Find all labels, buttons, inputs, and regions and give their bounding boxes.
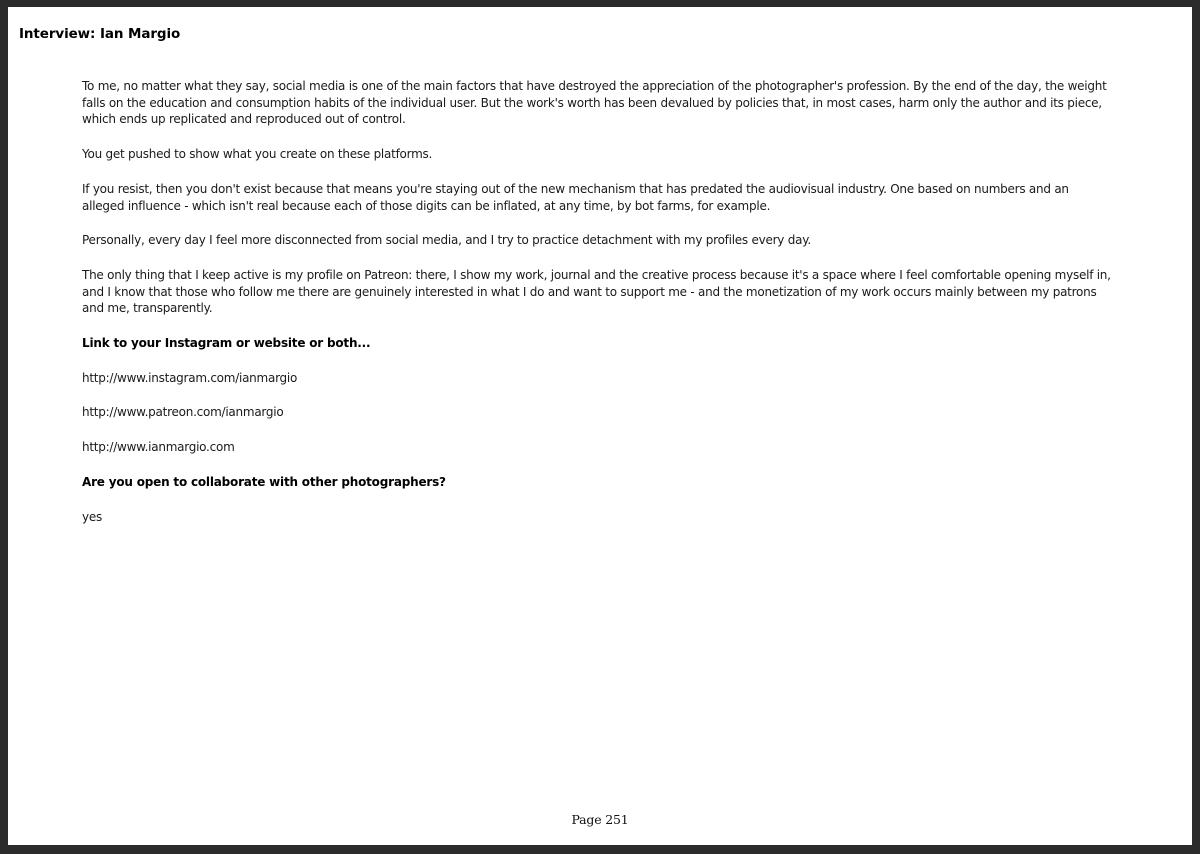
instagram-link[interactable]: http://www.instagram.com/ianmargio [82,370,298,385]
document-page [8,7,1192,845]
answer-paragraph: The only thing that I keep active is my profile on Patreon: there, I show my work, journal and the creative process because it's a space where I feel comfortable opening myself in, and I know that those who follow me there are genuinely interested in what I do and want to support me - and the monetization of my work occurs mainly between my patrons and me, transparently. [82,267,1111,316]
interview-body [82,78,1112,543]
page-number: Page 251 [571,812,629,827]
website-link[interactable]: http://www.ianmargio.com [82,440,235,455]
links-question: Link to your Instagram or website or both... [82,336,371,351]
patreon-link[interactable]: http://www.patreon.com/ianmargio [82,405,284,420]
collab-question: Are you open to collaborate with other photographers? [82,474,446,489]
answer-paragraph: You get pushed to show what you create on these platforms. [82,147,433,162]
answer-paragraph: If you resist, then you don't exist because that means you're staying out of the new mechanism that has predated the audiovisual industry. One based on numbers and an alleged influence - which isn't real because each of those digits can be inflated, at any time, by bot farms, for example. [82,181,1069,213]
collab-answer: yes [82,509,102,524]
answer-paragraph: Personally, every day I feel more disconnected from social media, and I try to practice detachment with my profiles every day. [82,233,811,248]
answer-paragraph: To me, no matter what they say, social media is one of the main factors that have destroyed the appreciation of the photographer's profession. By the end of the day, the weight falls on the education and consumption habits of the individual user. But the work's worth has been devalued by policies that, in most cases, harm only the author and its piece, which ends up replicated and reproduced out of control. [82,79,1107,127]
page-title: Interview: Ian Margio [19,26,181,42]
